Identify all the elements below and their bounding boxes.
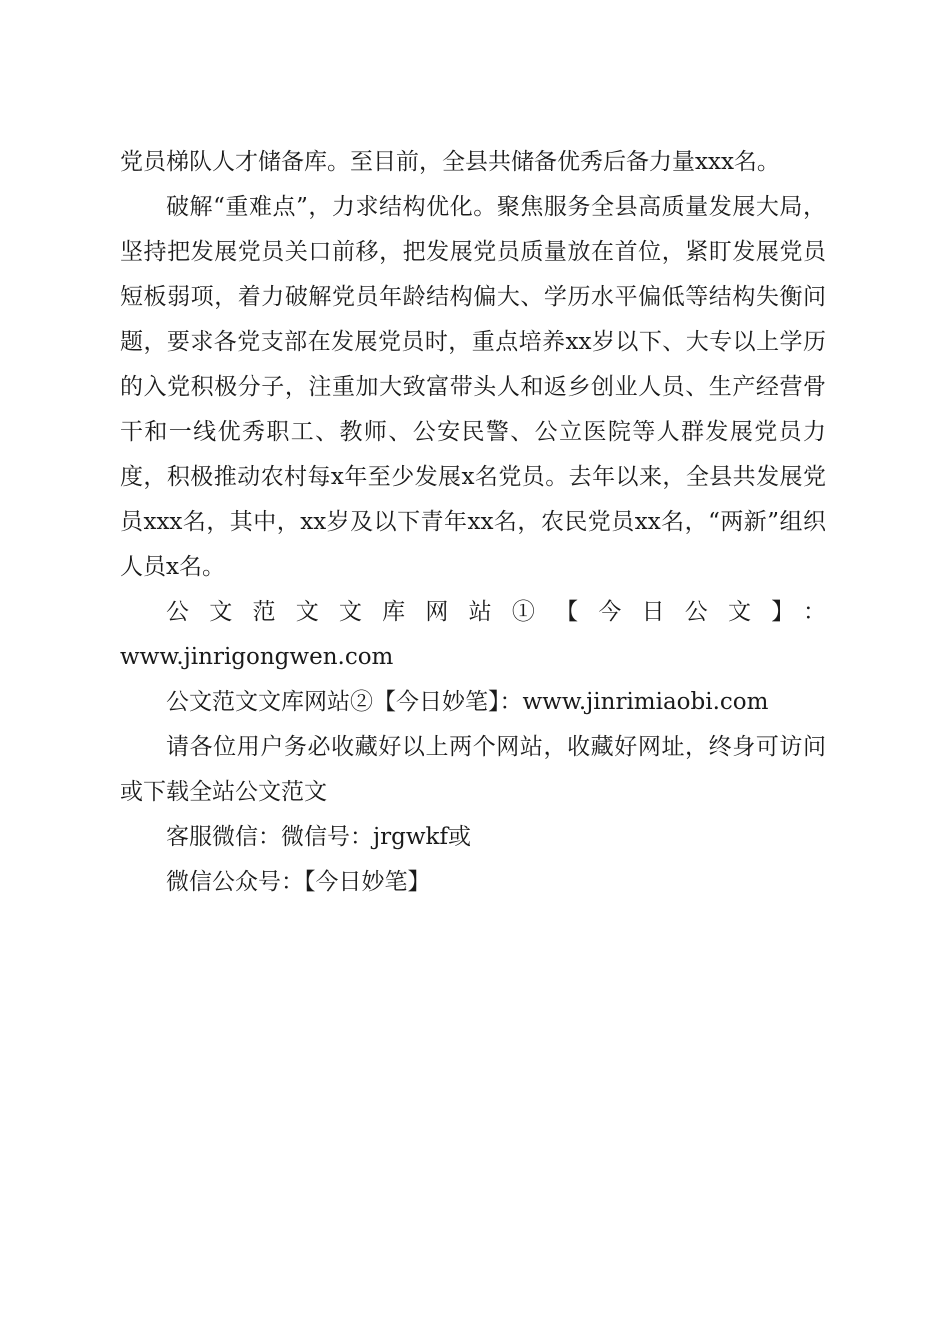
document-body [120,140,826,905]
website-one-url: www.jinrigongwen.com [120,644,394,670]
bookmark-notice: 请各位用户务必收藏好以上两个网站，收藏好网址，终身可访问或下载全站公文范文 [120,734,826,805]
website-one-label: 公文范文文库网站①【今日公文】： [166,599,826,625]
paragraph-reserve-pool: 党员梯队人才储备库。至目前，全县共储备优秀后备力量xxx名。 [120,149,780,175]
paragraph-structure-optimization: 破解“重难点”，力求结构优化。聚焦服务全县高质量发展大局，坚持把发展党员关口前移，把发展党员质量放在首位，紧盯发展党员短板弱项，着力破解党员年龄结构偏大、学历水平偏低等结构失衡问题，要求各党支部在发展党员时，重点培养xx岁以下、大专以上学历的入党积极分子，注重加大致富带头人和返乡创业人员、生产经营骨干和一线优秀职工、教师、公安民警、公立医院等人群发展党员力度，积极推动农村每x年至少发展x名党员。去年以来，全县共发展党员xxx名，其中，xx岁及以下青年xx名，农民党员xx名，“两新”组织人员x名。 [120,194,826,580]
customer-service-wechat: 客服微信：微信号：jrgwkf或 [166,824,471,850]
wechat-official-account: 微信公众号：【今日妙笔】 [166,869,431,895]
website-two-line: 公文范文文库网站②【今日妙笔】：www.jinrimiaobi.com [166,689,769,715]
